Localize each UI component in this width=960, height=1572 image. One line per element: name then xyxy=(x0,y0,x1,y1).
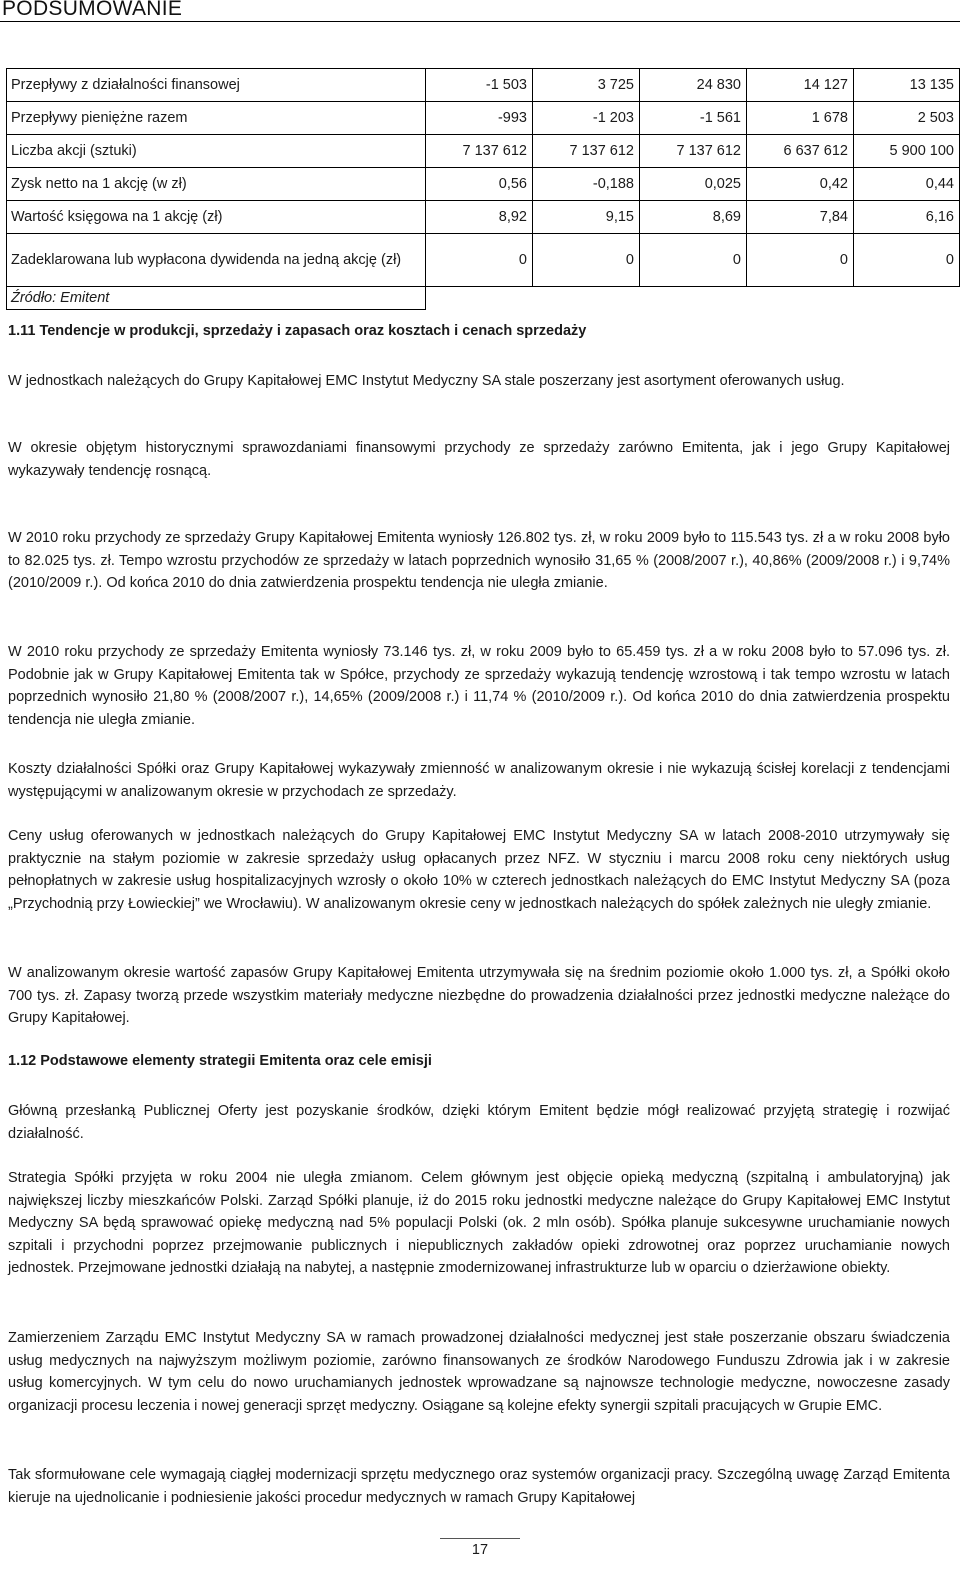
cell-value: 0,42 xyxy=(747,168,854,201)
cell-value: 0 xyxy=(854,234,960,287)
cell-value: 14 127 xyxy=(747,69,854,102)
cell-value: 6,16 xyxy=(854,201,960,234)
paragraph: W 2010 roku przychody ze sprzedaży Grupy Kapitałowej Emitenta wyniosły 126.802 tys. zł, w roku 2009 było to 115.543 tys. zł a w roku 2008 było to 82.025 tys. zł. Tempo wzrostu przychodów ze sprzedaży w latach poprzednich wynosiło 31,65 % (2008/2007 r.), 40,86% (2009/2008 r.) i 9,74% (2010/2009 r.). Od końca 2010 do dnia zatwierdzenia prospektu tendencja nie uległa zmianie. xyxy=(8,530,950,591)
cell-value: -0,188 xyxy=(533,168,640,201)
cell-value: 1 678 xyxy=(747,102,854,135)
paragraph: W analizowanym okresie wartość zapasów Grupy Kapitałowej Emitenta utrzymywała się na średnim poziomie około 1.000 tys. zł, a Spółki około 700 tys. zł. Zapasy tworzą przede wszystkim materiały medyczne niezbędne do prowadzenia działalności przez jednostki medyczne należące do Grupy Kapitałowej. xyxy=(8,965,950,1026)
cell-value: 0 xyxy=(747,234,854,287)
paragraph: Tak sformułowane cele wymagają ciągłej modernizacji sprzętu medycznego oraz systemów organizacji pracy. Szczególną uwagę Zarząd Emitenta kieruje na ujednolicanie i podniesienie jakości procedur medycznych w ramach Grupy Kapitałowej xyxy=(8,1467,950,1506)
section-heading-1-11: 1.11 Tendencje w produkcji, sprzedaży i zapasach oraz kosztach i cenach sprzedaży xyxy=(8,323,587,339)
financial-summary-table xyxy=(6,68,960,310)
table-row xyxy=(7,201,960,234)
cell-value: 8,69 xyxy=(640,201,747,234)
cell-value: 13 135 xyxy=(854,69,960,102)
cell-value: 24 830 xyxy=(640,69,747,102)
row-label: Wartość księgowa na 1 akcję (zł) xyxy=(7,201,426,234)
page-number: 17 xyxy=(471,1542,489,1558)
cell-value: 8,92 xyxy=(426,201,533,234)
cell-value: 0,56 xyxy=(426,168,533,201)
cell-value: 0,44 xyxy=(854,168,960,201)
row-label: Przepływy pieniężne razem xyxy=(7,102,426,135)
cell-value: 0,025 xyxy=(640,168,747,201)
paragraph: W 2010 roku przychody ze sprzedaży Emitenta wyniosły 73.146 tys. zł, w roku 2009 było to 65.459 tys. zł a w roku 2008 było to 57.096 tys. zł. Podobnie jak w Grupy Kapitałowej Emitenta tak w Spółce, przychody ze sprzedaży wykazują tendencję wzrostową i tak tempo wzrostu w latach poprzednich wynosiło 21,80 % (2008/2007 r.), 14,65% (2009/2008 r.) i 11,74 % (2010/2009 r.). Od końca 2010 do dnia zatwierdzenia prospektu tendencja nie uległa zmianie. xyxy=(8,644,950,728)
table-source: Źródło: Emitent xyxy=(7,287,426,310)
section-title: PODSUMOWANIE xyxy=(2,0,183,20)
row-label: Liczba akcji (sztuki) xyxy=(7,135,426,168)
table-row xyxy=(7,102,960,135)
cell-value: -1 561 xyxy=(640,102,747,135)
cell-value: 6 637 612 xyxy=(747,135,854,168)
cell-value: 7 137 612 xyxy=(640,135,747,168)
table-row xyxy=(7,234,960,287)
table-row xyxy=(7,168,960,201)
table-row xyxy=(7,135,960,168)
cell-value: 5 900 100 xyxy=(854,135,960,168)
cell-value: -1 203 xyxy=(533,102,640,135)
cell-value: 0 xyxy=(426,234,533,287)
footer-divider xyxy=(440,1538,520,1539)
row-label: Zadeklarowana lub wypłacona dywidenda na jedną akcję (zł) xyxy=(7,234,426,287)
paragraph: W okresie objętym historycznymi sprawozdaniami finansowymi przychody ze sprzedaży zarówno Emitenta, jak i jego Grupy Kapitałowej wykazywały tendencję rosnącą. xyxy=(8,440,950,479)
paragraph: Zamierzeniem Zarządu EMC Instytut Medyczny SA w ramach prowadzonej działalności medycznej jest stałe poszerzanie obszaru świadczenia usług medycznych na najwyższym możliwym poziomie, zarówno finansowanych ze środków Narodowego Funduszu Zdrowia jak i w zakresie usług komercyjnych. W tym celu do nowo uruchamianych jednostek wprowadzane są najnowsze technologie medyczne, nowoczesne zasady organizacji procesu leczenia i nowej generacji sprzęt medyczny. Osiągane są kolejne efekty synergii szpitali pracujących w Grupie EMC. xyxy=(8,1330,950,1414)
table-source-row xyxy=(7,287,960,310)
cell-value: 0 xyxy=(640,234,747,287)
paragraph: Ceny usług oferowanych w jednostkach należących do Grupy Kapitałowej EMC Instytut Medyczny SA w latach 2008-2010 utrzymywały się praktycznie na stałym poziomie w zakresie sprzedaży usług opłacanych przez NFZ. W styczniu i marcu 2008 roku ceny niektórych usług pełnopłatnych w zakresie usług hospitalizacyjnych wzrosły o około 10% w czterech jednostkach należących do EMC Instytut Medyczny SA (poza „Przychodnią przy Łowieckiej” we Wrocławiu). W analizowanym okresie ceny w jednostkach należących do spółek zależnych nie uległy zmianie. xyxy=(8,828,950,912)
cell-value: 2 503 xyxy=(854,102,960,135)
cell-value: 3 725 xyxy=(533,69,640,102)
section-heading-1-12: 1.12 Podstawowe elementy strategii Emitenta oraz cele emisji xyxy=(8,1053,432,1069)
blank-cell xyxy=(426,287,960,310)
cell-value: 7 137 612 xyxy=(426,135,533,168)
cell-value: 7 137 612 xyxy=(533,135,640,168)
row-label: Przepływy z działalności finansowej xyxy=(7,69,426,102)
paragraph: Koszty działalności Spółki oraz Grupy Kapitałowej wykazywały zmienność w analizowanym okresie i nie wykazują ścisłej korelacji z tendencjami występującymi w analizowanym okresie w przychodach ze sprzedaży. xyxy=(8,761,950,800)
section-header xyxy=(0,0,960,22)
paragraph: W jednostkach należących do Grupy Kapitałowej EMC Instytut Medyczny SA stale poszerzany jest asortyment oferowanych usług. xyxy=(8,373,845,389)
cell-value: 0 xyxy=(533,234,640,287)
cell-value: 7,84 xyxy=(747,201,854,234)
paragraph: Główną przesłanką Publicznej Oferty jest pozyskanie środków, dzięki którym Emitent będzie mógł realizować przyjętą strategię i rozwijać działalność. xyxy=(8,1103,950,1142)
cell-value: -1 503 xyxy=(426,69,533,102)
row-label: Zysk netto na 1 akcję (w zł) xyxy=(7,168,426,201)
cell-value: 9,15 xyxy=(533,201,640,234)
table-row xyxy=(7,69,960,102)
cell-value: -993 xyxy=(426,102,533,135)
paragraph: Strategia Spółki przyjęta w roku 2004 nie uległa zmianom. Celem głównym jest objęcie opieką medyczną (szpitalną i ambulatoryjną) jak największej liczby mieszkańców Polski. Zarząd Spółki planuje, iż do 2015 roku jednostki medyczne należące do Grupy Kapitałowej EMC Instytut Medyczny SA będą sprawować opiekę medyczną nad 5% populacji Polski (ok. 2 mln osób). Spółka planuje sukcesywne uruchamianie nowych szpitali i przychodni poprzez przejmowanie publicznych i niepublicznych zakładów opieki zdrowotnej oraz poprzez uruchamianie nowych jednostek. Przejmowane jednostki działają na nabytej, a następnie zmodernizowanej infrastrukturze lub w oparciu o dzierżawione obiekty. xyxy=(8,1170,950,1276)
